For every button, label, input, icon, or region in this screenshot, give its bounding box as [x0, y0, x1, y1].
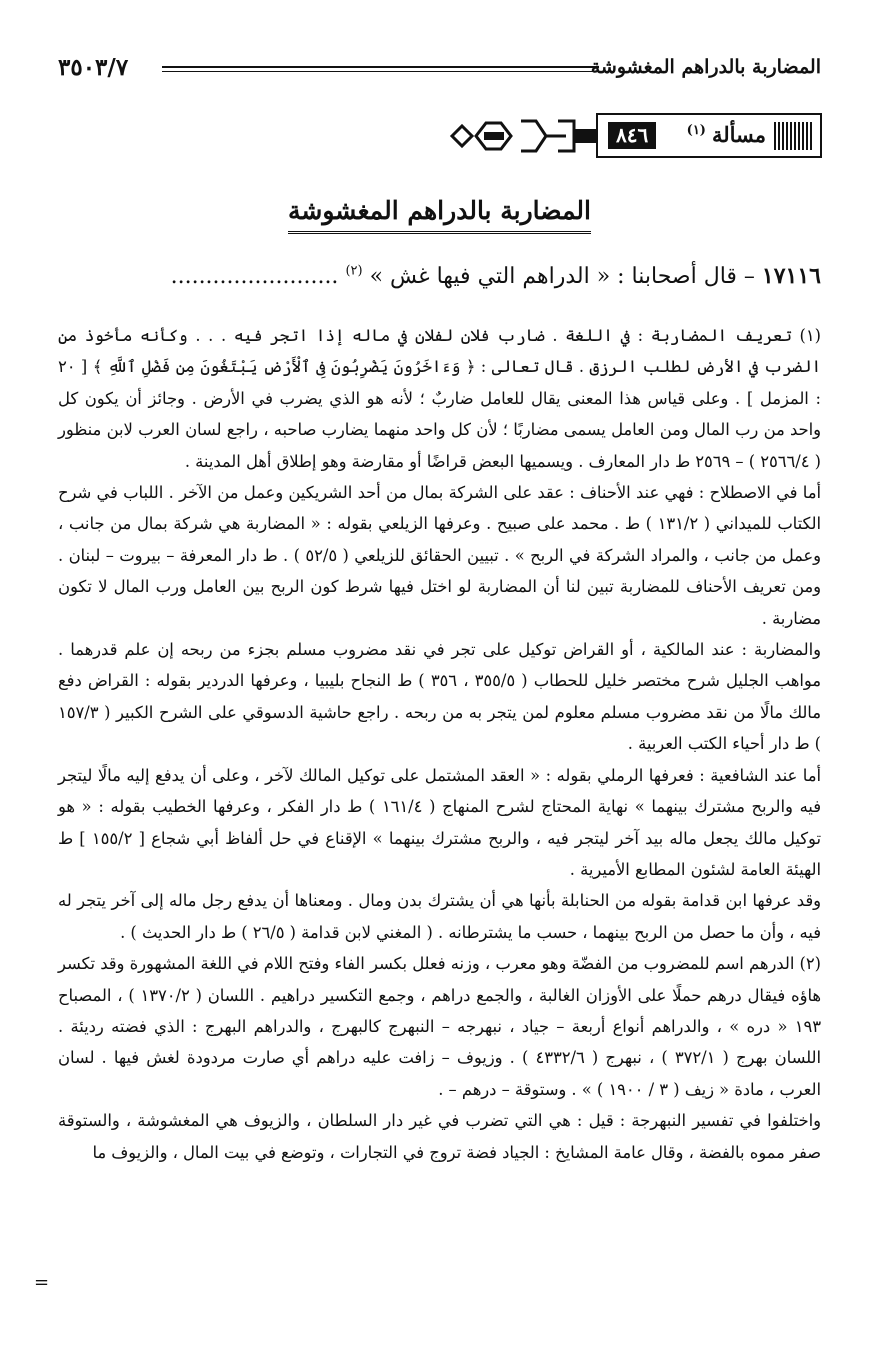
- footnote-paragraph: والمضاربة : عند المالكية ، أو القراض توكيل على تجر في نقد مضروب مسلم بجزء من ربحه إن علم قدرهما . مواهب الجليل شرح مختصر خليل للحطاب ( ٣٥٥/٥ ، ٣٥٦ ) ط النجاح بليبيا ، وعرفها الدردير بقوله : القراض دفع مالك مالًا من نقد مضروب مسلم معلوم لمن يتجر به من ربحه . راجع حاشية الدسوقي على الشرح الكبير ( ١٥٧/٣ ) ط دار أحياء الكتب العربية .: [58, 640, 821, 754]
- ornament-icon: [446, 115, 596, 157]
- entry-text: – قال أصحابنا : « الدراهم التي فيها غش »: [369, 264, 755, 289]
- section-title: [0, 196, 879, 225]
- running-header: [58, 52, 821, 86]
- issue-label-box: [596, 113, 822, 158]
- issue-number: ٨٤٦: [608, 122, 656, 149]
- issue-banner: [446, 113, 822, 158]
- continuation-mark: =: [34, 1272, 50, 1293]
- running-title: المضاربة بالدراهم المغشوشة: [590, 56, 821, 78]
- header-rule: [162, 66, 599, 72]
- footnote-paragraph: وقد عرفها ابن قدامة بقوله من الحنابلة بأنها هي أن يشترك بدن ومال . ومعناها أن يدفع رجل ماله إلى آخر يتجر له فيه ، وأن ما حصل من الربح بينهما ، حسب ما يشترطانه . ( المغني لابن قدامة ( ٢٦/٥ ) ط دار الحديث ) .: [58, 891, 821, 942]
- footnote-paragraph: (١) تعريف المضاربة : في اللغة . ضارب فلان لفلان في ماله إذا اتجر فيه . . . وكأنه مأخوذ من الضرب في الأرض لطلب الرزق . قال تعالى : ﴿ وَءَاخَرُونَ يَضْرِبُونَ فِى ٱلْأَرْضِ يَبْتَغُونَ مِن فَضْلِ ٱللَّهِ ﴾ [ ٢٠ : المزمل ] . وعلى قياس هذا المعنى يقال للعامل ضاربٌ ؛ لأنه هو الذي يضرب في الأرض . وجائز أن يكون كل واحد من رب المال ومن العامل يسمى مضاربًا ؛ لأن كل واحد منهما يضارب صاحبه ، راجع لسان العرب لابن منظور ( ٢٥٦٦/٤ ) – ٢٥٦٩ ط دار المعارف . ويسميها البعض قراضًا أو مقارضة وهو إطلاق أهل المدينة .: [58, 326, 821, 471]
- footnote-paragraph: أما في الاصطلاح : فهي عند الأحناف : عقد على الشركة بمال من أحد الشريكين وعمل من الآخر . اللباب في شرح الكتاب للميداني ( ١٣١/٢ ) ط . محمد على صبيح . وعرفها الزيلعي بقوله : « المضاربة هي شركة بمال من جانب ، وعمل من جانب ، والمراد الشركة في الربح » . تبيين الحقائق للزيلعي ( ٥٢/٥ ) . ط دار المعرفة – بيروت – لبنان . ومن تعريف الأحناف للمضاربة تبين لنا أن المضاربة لو اختل فيها شرط كون الربح بين العامل ورب المال لا تكون مضاربة .: [58, 483, 822, 628]
- entry-footnote-marker: (٢): [345, 263, 363, 279]
- page-number: ٣٥٠٣/٧: [58, 54, 129, 81]
- footnote-paragraph: واختلفوا في تفسير النبهرجة : قيل : هي التي تضرب في غير دار السلطان ، والزيوف هي المغشوشة ، والستوقة صفر مموه بالفضة ، وقال عامة المشايخ : الجياد فضة تروج في التجارات ، وتوضع في بيت المال ، والزيوف ما: [58, 1111, 821, 1162]
- issue-label: [687, 122, 766, 147]
- entry-line: [58, 263, 821, 289]
- issue-label-text: مسألة: [711, 122, 766, 147]
- entry-trailing-dots: ........................: [170, 264, 339, 289]
- footnotes: [58, 320, 821, 1168]
- footnote-paragraph: أما عند الشافعية : فعرفها الرملي بقوله : « العقد المشتمل على توكيل المالك لآخر ، وعلى أن يدفع إليه مالًا ليتجر فيه والربح مشترك بينهما » نهاية المحتاج لشرح المنهاج ( ١٦١/٤ ) ط دار الفكر ، وعرفها الخطيب بقوله : « هو توكيل مالك يجعل ماله بيد آخر ليتجر فيه ، والربح مشترك بينهما » الإقناع في حل ألفاظ أبي شجاع [ ١٥٥/٢ ] ط الهيئة العامة لشئون المطابع الأميرية .: [58, 765, 822, 879]
- entry-number: ١٧١١٦: [761, 263, 821, 289]
- issue-footnote-marker: (١): [686, 123, 706, 138]
- section-title-text: المضاربة بالدراهم المغشوشة: [288, 196, 591, 234]
- hatch-decoration: [774, 122, 812, 150]
- footnote-paragraph: (٢) الدرهم اسم للمضروب من الفضّة وهو معرب ، وزنه فعلل بكسر الفاء وفتح اللام في اللغة المشهورة وقد تكسر هاؤه فيقال درهم حملًا على الأوزان الغالبة ، والجمع دراهم ، وجمع التكسير دراهيم . اللسان ( ١٣٧٠/٢ ) ، المصباح ١٩٣ « دره » ، والدراهم أنواع أربعة – جياد ، نبهرجه – النبهرج كالبهرج ، والدراهم البهرج : الذي فضته رديئة . اللسان بهرج ( ٣٧٢/١ ) ، نبهرج ( ٤٣٣٢/٦ ) . وزيوف – زافت عليه دراهم أي صارت مردودة لغش فيها . لسان العرب ، مادة « زيف ( ٣ / ١٩٠٠ ) » . وستوقة – درهم – .: [58, 954, 822, 1099]
